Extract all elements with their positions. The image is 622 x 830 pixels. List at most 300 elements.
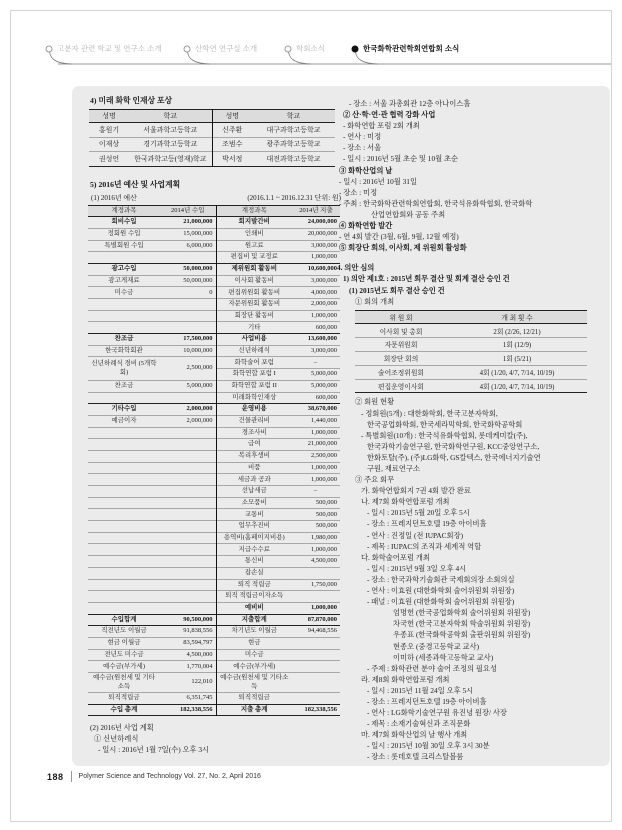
table-row [88, 704, 340, 716]
table-cell: 기타 [216, 322, 292, 334]
table-cell: 용역비(홈페이지비용) [216, 532, 292, 544]
table-cell: 3,000,000 [292, 240, 340, 252]
tab-marker-icon [285, 46, 291, 52]
table-cell: 예수금(원천세 및 기타소득 [88, 673, 160, 693]
table-row [88, 334, 340, 346]
table-cell: 선납세금 [216, 486, 292, 498]
table-row [88, 240, 340, 252]
text-line: - 장소 : 한국과학기술회관 국제회의장 소회의실 [367, 574, 515, 584]
table-cell [160, 322, 216, 334]
table-row [88, 591, 340, 603]
table-cell: – [292, 357, 340, 369]
table-cell: 자문위원회 활동비 [216, 299, 292, 311]
table-row [88, 322, 340, 334]
column-header: 학교 [252, 110, 335, 123]
table-cell: 1,000,000 [292, 252, 340, 264]
tab-society-news[interactable]: 학회소식 [296, 44, 325, 53]
table-row [88, 427, 340, 439]
table-cell: 지출 총계 [216, 704, 292, 716]
table-row [88, 556, 340, 568]
text-line: 라. 제8회 화학연합포럼 개최 [361, 674, 450, 684]
table-cell: 신주환 [212, 123, 252, 137]
table-cell: 예수금(부가세) [88, 661, 160, 673]
text-line: - 주최 : 한국화학관련학회연합회, 한국석유화학협회, 한국화학 [339, 198, 533, 208]
table-row [88, 637, 340, 649]
table-row [88, 486, 340, 498]
table-cell: 편집비 및 교정료 [216, 252, 292, 264]
table-cell [160, 299, 216, 311]
column-header: 계정과목 [88, 205, 160, 217]
table-cell: 예수금(부가세) [216, 661, 292, 673]
table-cell: 급여 [216, 439, 292, 451]
table-cell: 38,670,000 [292, 404, 340, 416]
text-line: - 장소 : 프레지던트호텔 19층 아이비홀 [367, 519, 487, 529]
journal-title: Polymer Science and Technology Vol. 27, No. 2, April 2016 [78, 773, 261, 780]
table-cell: 퇴직 적립금이자소득 [216, 591, 292, 603]
table-cell [160, 497, 216, 509]
text-line: (1) 2015년도 회무 결산 승인 건 [349, 285, 445, 295]
table-cell: – [292, 486, 340, 498]
tab-industry-labs[interactable]: 산학연 연구실 소개 [195, 44, 258, 53]
table-row [88, 567, 340, 579]
table-cell: 1,000,000 [292, 602, 340, 614]
table-cell [160, 579, 216, 591]
table-cell [160, 544, 216, 556]
table-cell: 경조사비 [216, 427, 292, 439]
text-line: - 연사 : LG화학기술연구원 유진녕 원장/ 사장 [367, 708, 507, 718]
section2-business-plan [88, 723, 342, 755]
column-header: 학교 [129, 110, 212, 123]
table-cell: 미수금 [88, 287, 160, 299]
table-cell: 대구과학고등학교 [252, 123, 335, 137]
text-line: ② 산·학·연·관 협력 강화 사업 [343, 110, 436, 120]
table-cell: 원고료 [216, 240, 292, 252]
text-line: ① 회의 개최 [355, 296, 395, 306]
text-line: - 특별회원(10개) : 한국석유화학협회, 롯데케미칼(주), [361, 430, 528, 440]
table-row [88, 626, 340, 638]
table-cell [292, 693, 340, 705]
award-table [89, 109, 335, 167]
table-cell: 4,500,000 [160, 649, 216, 661]
text-line: - 제목 : 소재기술혁신과 조직문화 [367, 719, 471, 729]
text-line: 현종오 (중경고등학교 교사) [393, 641, 480, 651]
table-cell: 13,600,000 [292, 334, 340, 346]
table-cell [160, 462, 216, 474]
text-line: 나. 제7회 화학연합포럼 개최 [361, 497, 450, 507]
table-cell: 15,000,000 [160, 228, 216, 240]
table-cell: 화학술어 포럼 [216, 357, 292, 369]
text-line: 1) 의안 제1호 : 2015년 회무 결산 및 회계 결산 승인 건 [343, 274, 510, 284]
table-header-row [88, 205, 340, 217]
tab-marker-icon [184, 46, 190, 52]
text-line: 마. 제7회 화학산업의 날 행사 개최 [361, 730, 468, 740]
table-cell: 현금 이월금 [88, 637, 160, 649]
column-header: 2014년 지출 [292, 205, 340, 217]
budget-caption [91, 193, 341, 203]
text-line: - 일시 : 2015년 10월 30일 오후 3시 30분 [367, 741, 490, 751]
table-cell: 인쇄비 [216, 228, 292, 240]
table-cell: 회장단 활동비 [216, 310, 292, 322]
table-cell: 1,000,000 [292, 462, 340, 474]
table-cell: 편집위원회 활동비 [216, 287, 292, 299]
table-cell: 83,594,797 [160, 637, 216, 649]
table-cell: 세금과 공과 [216, 474, 292, 486]
table-cell: 대전과학고등학교 [252, 152, 335, 166]
text-line: - 일시 : 2016년 1월 7일(수) 오후 3시 [98, 744, 210, 754]
text-line: - 장소 : 프레지던트호텔 19층 아이비홀 [367, 696, 487, 706]
table-row [355, 351, 587, 365]
table-cell: 94,468,556 [292, 626, 340, 638]
table-cell: 1,000,000 [292, 544, 340, 556]
table-row [355, 337, 587, 351]
table-row [88, 404, 340, 416]
table-row [88, 579, 340, 591]
table-row [88, 532, 340, 544]
table-row [88, 693, 340, 705]
text-line: - 일시 : 2015년 11월 24일 오후 5시 [367, 685, 474, 695]
text-line: 산업연합회와 공동 주최 [371, 209, 446, 219]
table-header-row [89, 110, 335, 123]
table-cell: 182,338,556 [160, 704, 216, 716]
table-cell: 1,750,000 [292, 579, 340, 591]
table-cell: 권성언 [89, 152, 129, 166]
table-cell: 2,000,000 [160, 404, 216, 416]
table-cell: 600,000 [292, 322, 340, 334]
text-line: 차국헌 (한국고분자학회 학술위원회 위원장) [393, 619, 531, 629]
table-cell: 500,000 [292, 509, 340, 521]
table-row [88, 439, 340, 451]
table-row [355, 379, 587, 393]
table-row [88, 263, 340, 275]
table-cell: 기타수입 [88, 404, 160, 416]
table-cell [88, 521, 160, 533]
right-text-top [337, 98, 607, 307]
tab-marker-active-icon [352, 46, 358, 52]
table-row [88, 509, 340, 521]
table-cell: 통신비 [216, 556, 292, 568]
table-cell [88, 497, 160, 509]
table-cell: 90,500,000 [160, 614, 216, 626]
table-row [88, 380, 340, 392]
table-cell: 4,000,000 [292, 287, 340, 299]
table-row [88, 474, 340, 486]
table-cell: 회장단 회의 [355, 351, 447, 365]
text-line: 한국공업화학회, 한국세라믹학회, 한국화학공학회 [367, 419, 523, 429]
text-line: 한국과학기술연구원, 한국화학연구원, KCC중앙연구소, [367, 441, 540, 451]
table-cell: 21,000,000 [292, 439, 340, 451]
table-cell: 광고게재료 [88, 275, 160, 287]
table-cell: 182,338,556 [292, 704, 340, 716]
text-line: - 연사 : 미정 [343, 132, 382, 142]
table-cell: 회비수입 [88, 217, 160, 229]
table-cell [160, 556, 216, 568]
table-cell: 건물관리비 [216, 415, 292, 427]
table-cell: 경기과학고등학교 [129, 137, 212, 151]
text-line: 우종표 (한국화학공학회 출판위원회 위원장) [393, 630, 531, 640]
table-cell [88, 474, 160, 486]
table-cell: 20,000,000 [292, 228, 340, 240]
text-line: - 주제 : 화학관련 분야 술어 조정의 필요성 [367, 663, 498, 673]
table-cell [88, 299, 160, 311]
table-cell: 50,000,000 [160, 263, 216, 275]
text-line: 다. 화학술어포럼 개최 [361, 552, 430, 562]
table-cell: 3,000,000 [292, 345, 340, 357]
table-cell [88, 544, 160, 556]
table-cell [88, 532, 160, 544]
table-cell: 소모품비 [216, 497, 292, 509]
table-cell [160, 252, 216, 264]
table-cell [292, 591, 340, 603]
table-row [88, 450, 340, 462]
table-cell: 5,000,000 [292, 380, 340, 392]
table-cell [160, 532, 216, 544]
text-line: - 연 4회 발간 (3월, 6월, 9월, 12월 예정) [339, 232, 459, 242]
table-cell: 차기년도 이월금 [216, 626, 292, 638]
text-line: 이미하 (세종과학고등학교 교사) [393, 652, 494, 662]
text-line: - 제목 : IUPAC의 조직과 세계적 역할 [367, 541, 482, 551]
table-cell [292, 649, 340, 661]
table-cell [88, 509, 160, 521]
table-cell: 지출합계 [216, 614, 292, 626]
table-cell: 교통비 [216, 509, 292, 521]
table-row [355, 365, 587, 379]
table-cell [160, 474, 216, 486]
table-cell: 이재상 [89, 137, 129, 151]
table-cell: 5,000,000 [160, 380, 216, 392]
budget-caption-right: (2016.1.1 ~ 2016.12.31 단위: 원) [247, 193, 341, 202]
text-line: ② 회원 현황 [355, 397, 395, 407]
table-cell: 이사회 및 총회 [355, 324, 447, 338]
text-line: ① 신년하례식 [94, 734, 139, 744]
table-row [88, 275, 340, 287]
table-cell: 1,980,000 [292, 532, 340, 544]
table-cell: 비품 [216, 462, 292, 474]
table-cell: 5,000,000 [292, 369, 340, 381]
text-line: - 장소 : 서울 [343, 143, 382, 153]
column-header: 성명 [212, 110, 252, 123]
table-cell [160, 439, 216, 451]
table-cell: 술어조정위원회 [355, 365, 447, 379]
table-cell: 87,870,000 [292, 614, 340, 626]
table-cell: 4회 (1/20, 4/7, 7/14, 10/19) [447, 365, 587, 379]
table-row [88, 357, 340, 369]
text-line: 엄명헌 (한국공업화학회 술어위원회 위원장) [393, 608, 531, 618]
table-cell [88, 602, 160, 614]
table-row [88, 217, 340, 229]
text-line: 구원, 재료연구소 [367, 464, 420, 473]
table-cell: 수입 총계 [88, 704, 160, 716]
text-line: ④ 화학연합 발간 [339, 221, 393, 231]
table-row [88, 673, 340, 693]
text-line: - 연사 : 이효원 (대한화학회 술어위원회 위원장) [367, 586, 515, 596]
table-row [88, 602, 340, 614]
table-cell: 홍원기 [89, 123, 129, 137]
table-cell: 6,351,745 [160, 693, 216, 705]
page-footer [47, 771, 261, 782]
column-header: 위 원 회 [355, 310, 447, 323]
table-cell: 50,000,000 [160, 275, 216, 287]
table-cell: 지급수수료 [216, 544, 292, 556]
tab-federation-news[interactable]: 한국화학관련학회연합회 소식 [363, 44, 460, 53]
text-line: - 장소 : 롯데호텔 크리스탈볼룸 [367, 752, 464, 762]
table-cell [160, 521, 216, 533]
table-cell: 전년도 미수금 [88, 649, 160, 661]
table-row [88, 252, 340, 264]
table-row [88, 392, 340, 404]
footer-divider [71, 771, 72, 782]
table-cell: 복리후생비 [216, 450, 292, 462]
column-header: 2014년 수입 [160, 205, 216, 217]
table-cell: 제위원회 활동비 [216, 263, 292, 275]
table-row [88, 345, 340, 357]
table-cell: 예비비 [216, 602, 292, 614]
table-cell: 화학연합 포럼 II [216, 380, 292, 392]
column-header: 성명 [89, 110, 129, 123]
table-cell [88, 310, 160, 322]
table-cell: 500,000 [292, 497, 340, 509]
table-cell: 91,838,556 [160, 626, 216, 638]
table-row [88, 462, 340, 474]
text-line: - 일시 : 2016년 5월 초순 및 10월 초순 [343, 154, 459, 164]
right-text-bottom [337, 396, 607, 762]
table-cell: 미래화학인재상 [216, 392, 292, 404]
text-line: 4. 의안 심의 [337, 263, 375, 273]
table-cell: 4회 (1/20, 4/7, 7/14, 10/19) [447, 379, 587, 393]
budget-table [88, 205, 340, 717]
table-cell: 광고수입 [88, 263, 160, 275]
table-cell: 서울과학고등학교 [129, 123, 212, 137]
table-cell [160, 427, 216, 439]
table-cell [292, 637, 340, 649]
table-cell: 24,000,000 [292, 217, 340, 229]
table-cell: 업무추진비 [216, 521, 292, 533]
table-cell: 직전년도 이월금 [88, 626, 160, 638]
section4-title: 4) 미래 화학 인재상 포상 [90, 96, 173, 105]
table-row [89, 152, 335, 166]
text-line: - 일시 : 2015년 9월 3일 오후 4시 [367, 563, 467, 573]
table-cell: 10,000,000 [160, 345, 216, 357]
budget-caption-left: (1) 2016년 예산 [91, 193, 137, 202]
table-cell [88, 486, 160, 498]
table-cell [160, 509, 216, 521]
table-cell: 1,440,000 [292, 415, 340, 427]
table-cell [160, 310, 216, 322]
text-line [337, 253, 607, 262]
table-cell: 1,000,000 [292, 310, 340, 322]
table-row [88, 544, 340, 556]
text-line: ⑤ 회장단 회의, 이사회, 제 위원회 활성화 [339, 243, 467, 253]
table-row [88, 521, 340, 533]
table-cell: 박서정 [212, 152, 252, 166]
table-cell [160, 591, 216, 603]
table-cell [292, 661, 340, 673]
table-row [89, 137, 335, 151]
table-cell [160, 392, 216, 404]
table-cell: 1회 (12/9) [447, 337, 587, 351]
column-header: 계정과목 [216, 205, 292, 217]
table-cell: 광주과학고등학교 [252, 137, 335, 151]
table-cell: 1,000,000 [292, 474, 340, 486]
table-cell: 정회원 수입 [88, 228, 160, 240]
table-cell: 1,000,000 [292, 427, 340, 439]
table-cell: 회지발간비 [216, 217, 292, 229]
content-box [72, 86, 610, 766]
table-cell [292, 567, 340, 579]
table-row [88, 661, 340, 673]
table-row [88, 415, 340, 427]
table-row [88, 287, 340, 299]
table-cell [292, 673, 340, 693]
table-cell: 예금이자 [88, 415, 160, 427]
text-line: - 정회원(5개) : 대한화학회, 한국고분자학회, [361, 408, 498, 418]
table-row [88, 310, 340, 322]
table-row [88, 228, 340, 240]
table-cell [88, 556, 160, 568]
table-cell [88, 591, 160, 603]
text-line: 가. 화학연합회지 7권 4회 발간 완료 [361, 486, 471, 496]
table-row [88, 497, 340, 509]
right-column [337, 98, 607, 763]
table-cell [160, 567, 216, 579]
table-row [355, 324, 587, 338]
table-cell: 3,000,000 [292, 275, 340, 287]
table-header-row [355, 310, 587, 323]
table-cell [88, 439, 160, 451]
table-cell: 사업비용 [216, 334, 292, 346]
table-cell [88, 450, 160, 462]
table-cell: 찬조금 [88, 380, 160, 392]
table-cell [88, 462, 160, 474]
table-cell: 2,000,000 [292, 299, 340, 311]
committee-meetings-table [355, 310, 587, 394]
table-cell: 한국과학고등(영재)학교 [129, 152, 212, 166]
table-cell: 수입합계 [88, 614, 160, 626]
text-line: ③ 주요 회무 [355, 475, 395, 485]
table-cell: 6,000,000 [160, 240, 216, 252]
table-cell: 특별회원 수입 [88, 240, 160, 252]
text-line: - 장소 : 서울 과총회관 12층 아나이스홀 [349, 99, 471, 108]
table-cell: 1회 (5/21) [447, 351, 587, 365]
text-line: (2) 2016년 사업 계획 [90, 723, 154, 733]
table-cell: 화학연합 포럼 I [216, 369, 292, 381]
table-cell: 4,500,000 [292, 556, 340, 568]
text-line: - 패널 : 이효원 (대한화학회 술어위원회 위원장) [367, 597, 515, 607]
table-cell: 2,500,000 [292, 450, 340, 462]
table-cell: 한국화학회관 [88, 345, 160, 357]
table-cell [88, 322, 160, 334]
table-cell: 잡손실 [216, 567, 292, 579]
tab-marker-icon [46, 46, 52, 52]
text-line: - 화학연합 포럼 2회 개최 [343, 121, 420, 131]
table-cell: 1,770,004 [160, 661, 216, 673]
table-row [88, 614, 340, 626]
table-cell: 122,010 [160, 673, 216, 693]
table-cell: 10,600,000 [292, 263, 340, 275]
section5-title: 5) 2016년 예산 및 사업계획 [90, 179, 181, 189]
text-line: ③ 화학산업의 날 [339, 165, 393, 175]
tab-polymer-schools[interactable]: 고분자 관련 학교 및 연구소 소개 [57, 44, 162, 53]
table-row [88, 299, 340, 311]
text-line: - 연사 : 진정일 (전 IUPAC회장) [367, 530, 464, 540]
table-cell: 퇴직 적립금 [216, 579, 292, 591]
table-cell: 자문위원회 [355, 337, 447, 351]
table-cell [160, 602, 216, 614]
table-cell: 17,500,000 [160, 334, 216, 346]
table-cell: 21,000,000 [160, 217, 216, 229]
table-cell [160, 486, 216, 498]
table-cell: 퇴직적립금 [216, 693, 292, 705]
table-cell: 찬조금 [88, 334, 160, 346]
